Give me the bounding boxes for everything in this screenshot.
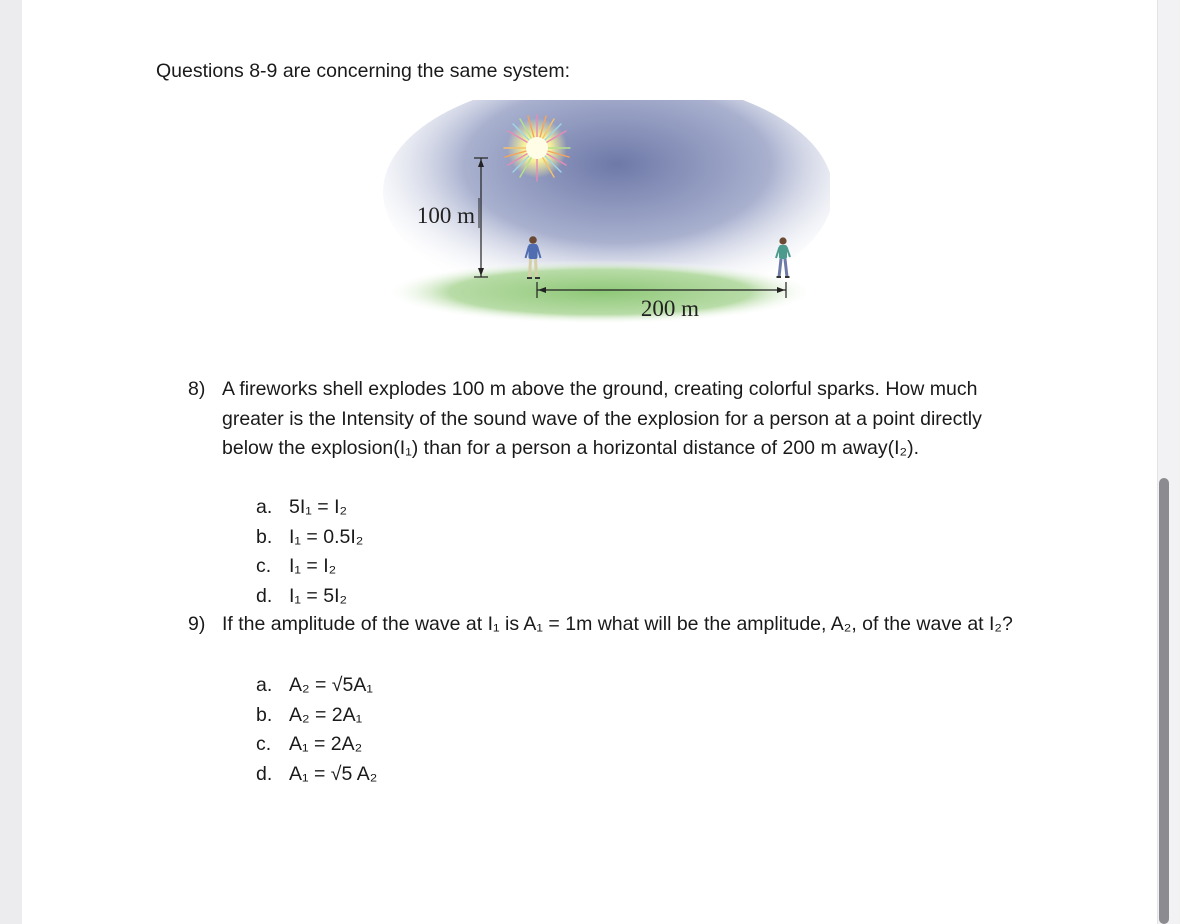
option-text: A₂ = 2A₁ [289, 703, 363, 726]
firework-burst [504, 115, 570, 181]
option-b [256, 523, 363, 553]
option-a [256, 493, 363, 523]
option-a [256, 671, 377, 701]
height-label: 100 m [416, 203, 475, 228]
option-b [256, 701, 377, 731]
document-page [22, 0, 1157, 924]
distance-label: 200 m [640, 296, 700, 321]
option-d [256, 582, 363, 612]
option-letter: c. [256, 733, 272, 755]
option-letter: b. [256, 525, 273, 548]
option-letter: d. [256, 762, 273, 785]
option-letter: a. [256, 496, 273, 518]
option-text: I₁ = 0.5I₂ [289, 525, 364, 548]
question-text: A fireworks shell explodes 100 m above the ground, creating colorful sparks. How much greater is the Intensity of the sound wave of the explosion for a person at a point directly below the explosion(I₁) than for a person a horizontal distance of 200 m away(I₂). [222, 378, 982, 459]
ground [385, 260, 815, 324]
option-letter: b. [256, 703, 273, 726]
option-c [256, 552, 363, 582]
question-8-options [256, 493, 363, 611]
option-text: I₁ = I₂ [289, 555, 337, 577]
option-text: A₁ = √5 A₂ [289, 762, 378, 785]
option-text: 5I₁ = I₂ [289, 496, 348, 518]
intro-text: Questions 8-9 are concerning the same system: [156, 60, 571, 82]
fireworks-figure [380, 100, 830, 330]
option-text: A₂ = √5A₁ [289, 674, 373, 696]
option-letter: c. [256, 555, 272, 577]
option-c [256, 730, 377, 760]
question-text: If the amplitude of the wave at I₁ is A₁ = 1m what will be the amplitude, A₂, of the wave at I₂? [222, 613, 1013, 635]
question-8 [188, 375, 1022, 464]
question-9-options [256, 671, 377, 789]
option-d [256, 760, 377, 790]
scrollbar-thumb[interactable] [1159, 478, 1169, 924]
question-9 [188, 610, 1022, 640]
option-text: I₁ = 5I₂ [289, 584, 348, 607]
question-number: 9) [188, 613, 206, 635]
option-letter: a. [256, 674, 273, 696]
question-number: 8) [188, 378, 206, 400]
option-letter: d. [256, 584, 273, 607]
option-text: A₁ = 2A₂ [289, 733, 363, 755]
